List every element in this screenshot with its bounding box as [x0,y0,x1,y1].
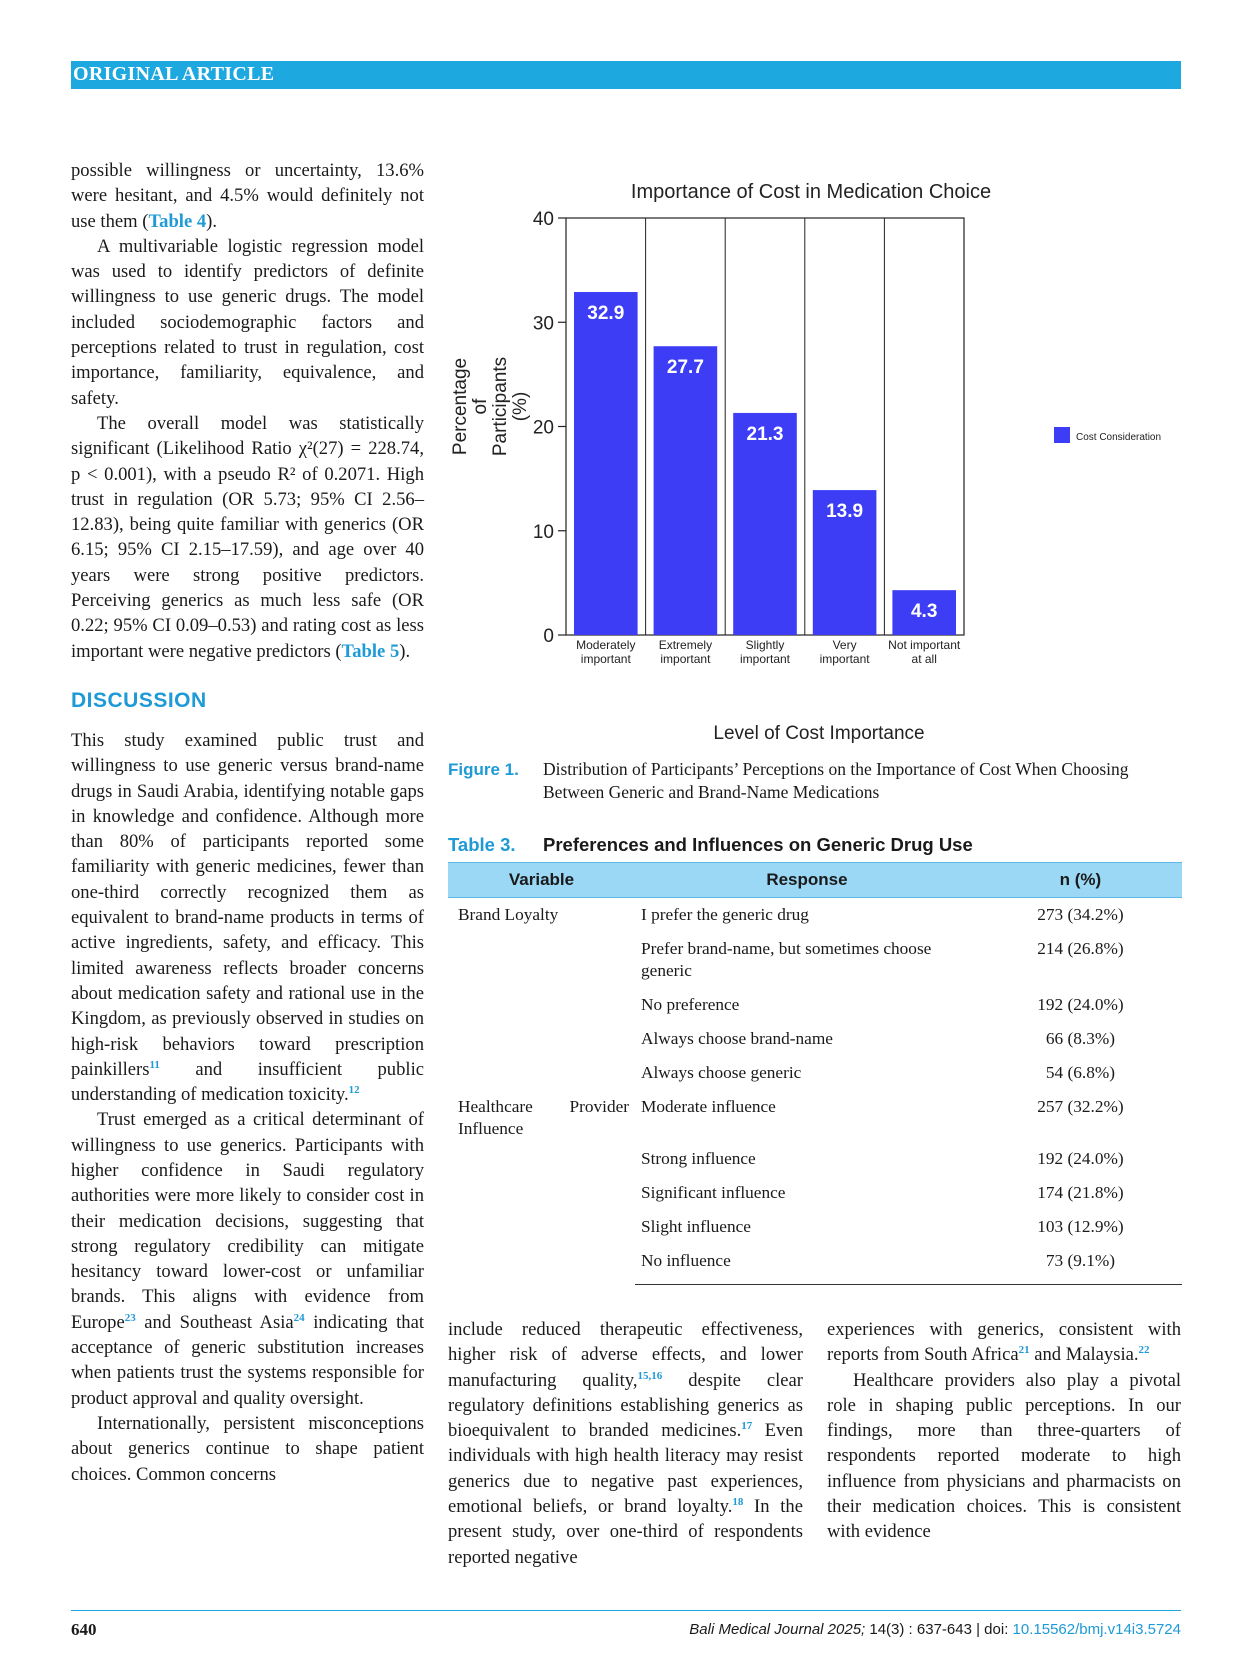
journal-name: Bali Medical Journal 2025; [689,1621,866,1638]
paragraph: include reduced therapeutic effectiveness, higher risk of adverse effects, and lower manufacturing quality,$^{15,16}$ despite clear regulatory definitions establishing generics as bioequivalent to branded medicines.$^{17}$ Even individuals with high health literacy may resist generics due to negative past experiences, emotional beliefs, or brand loyalty.$^{18}$ In the present study, over one-third of respondents reported negative [448,1319,804,1568]
y-axis-label-line: Percentage [450,357,471,456]
count-cell: 273 (34.2%) [1037,905,1124,924]
table-5-link[interactable]: Table 5 [341,640,400,662]
figure-caption [448,758,1183,804]
table-title [448,834,1183,856]
variable-cell: Healthcare Provider Influence [458,1097,630,1138]
paragraph: Internationally, persistent misconceptions about generics continue to shape patient choices. Common concerns [71,1412,424,1485]
journal-citation: 14(3) : 637-643 | doi: [865,1621,1013,1638]
count-cell: 257 (32.2%) [1037,1097,1124,1116]
y-axis-label-line: Participants [490,356,511,457]
chart-legend [1054,427,1161,443]
count-cell: 174 (21.8%) [1037,1183,1124,1202]
bar [733,413,797,635]
count-cell: 192 (24.0%) [1037,995,1124,1014]
count-cell: 66 (8.3%) [1045,1029,1115,1048]
paragraph: experiences with generics, consistent with reports from South Africa$^{21}$ and Malaysia.$^{22}$ [827,1319,1181,1366]
y-axis-label-line: of [470,398,491,415]
table-title-text: Preferences and Influences on Generic Drug Use [543,834,973,855]
doi-link[interactable]: 10.15562/bmj.v14i3.5724 [1012,1621,1181,1638]
paragraph: Healthcare providers also play a pivotal role in shaping public perceptions. In our findings, more than three-quarters of respondents reported moderate to high influence from physicians and pharmacists on their medication choices. This is consistent with evidence [827,1369,1181,1543]
x-tick-label: important [739,652,791,666]
count-cell: 103 (12.9%) [1037,1217,1124,1236]
x-tick-label: important [819,652,870,666]
x-tick-label: important [580,652,631,666]
journal-reference [689,1621,1181,1638]
table-4-link[interactable]: Table 4 [148,210,207,232]
data-label: 4.3 [910,601,938,623]
chart-title: Importance of Cost in Medication Choice [630,181,992,203]
variable-cell: Brand Loyalty [458,905,559,924]
x-tick-label: Not important [888,638,961,652]
page-number: 640 [71,1620,97,1639]
response-cell: Moderate influence [641,1097,776,1116]
response-cell: I prefer the generic drug [641,905,809,924]
bar [574,292,638,635]
right-column [827,1317,1181,1545]
citation-link[interactable]: 21 [1018,1344,1030,1357]
citation-link[interactable]: 24 [293,1311,305,1324]
paragraph: A multivariable logistic regression model was used to identify predictors of definite willingness to use generic drugs. The model included sociodemographic factors and perceptions related to trust in regulation, cost importance, familiarity, equivalence, and safety. [71,235,424,409]
y-tick-label: 20 [532,417,554,439]
table-label: Table 3. [448,834,516,855]
paragraph: Trust emerged as a critical determinant of willingness to use generics. Participants with higher confidence in Saudi regulatory authorities were more likely to consider cost in their medication decisions, suggesting that strong regulatory credibility can mitigate hesitancy toward lower-cost or unfamiliar brands. This aligns with evidence from Europe$^{23}$ and Southeast Asia$^{24}$ indicating that acceptance of generic substitution increases when patients trust the systems responsible for product approval and quality oversight. [71,1109,424,1409]
y-axis [533,209,566,647]
header-band [71,61,1181,89]
bar [654,346,718,635]
count-cell: 54 (6.8%) [1045,1063,1115,1082]
footer-rule [71,1610,1181,1611]
legend-label: Cost Consideration [1076,432,1162,443]
count-cell: 214 (26.8%) [1037,939,1124,958]
response-cell: Strong influence [641,1149,756,1168]
citation-link[interactable]: 18 [732,1495,744,1508]
citation-link[interactable]: 11 [149,1058,160,1071]
paragraph: possible willingness or uncertainty, 13.6% were hesitant, and 4.5% would definitely not use them (Table 4). [71,160,424,232]
table-row [448,898,1182,933]
data-label: 27.7 [666,357,704,379]
x-tick-label: Very [832,638,857,652]
table-row [448,1090,1182,1142]
response-cell: Significant influence [641,1183,786,1202]
data-label: 32.9 [587,303,625,325]
chart-bars [574,292,956,635]
count-cell: 192 (24.0%) [1037,1149,1124,1168]
middle-column [448,1317,803,1570]
citation-link[interactable]: 15,16 [637,1369,663,1382]
section-label: ORIGINAL ARTICLE [73,63,275,85]
count-cell: 73 (9.1%) [979,1244,1182,1285]
x-tick-label: Slightly [745,638,785,652]
citation-link[interactable]: 23 [124,1311,136,1324]
y-tick-label: 40 [532,209,554,230]
y-tick-label: 10 [532,521,554,543]
data-label: 13.9 [826,501,864,523]
response-cell: Always choose generic [641,1063,802,1082]
column-header: n (%) [979,863,1182,898]
table-header-row [448,863,1182,898]
response-cell: Always choose brand-name [641,1029,833,1048]
left-column [71,158,424,1487]
x-tick-label: important [660,652,711,666]
y-axis-label [450,357,531,456]
discussion-heading: DISCUSSION [71,688,207,712]
x-tick-label: at all [911,652,937,666]
figure-1-chart [446,165,1181,750]
paragraph: This study examined public trust and willingness to use generic versus brand-name drugs in Saudi Arabia, identifying notable gaps in knowledge and confidence. Although more than 80% of participants reported some familiarity with generic medicines, fewer than one-third correctly recognized them as equivalent to brand-name products in terms of active ingredients, safety, and efficacy. This limited awareness reflects broader concerns about medication safety and rational use in the Kingdom, as previously observed in studies on high-risk behaviors toward prescription painkillers$^{11}$ and insufficient public understanding of medication toxicity.$^{12}$ [71,729,424,1106]
paragraph: The overall model was statistically significant (Likelihood Ratio χ²(27) = 228.74, p < 0.001), with a pseudo R² of 0.2071. High trust in regulation (OR 5.73; 95% CI 2.56–12.83), being quite familiar with generics (OR 6.15; 95% CI 2.15–17.59), and age over 40 years were strong positive predictors. Perceiving generics as much less safe (OR 0.22; 95% CI 0.09–0.53) and rating cost as less important were negative predictors (Table 5). [71,412,424,662]
bar-chart [446,165,1181,750]
y-tick-label: 0 [543,626,554,647]
y-tick-label: 30 [532,313,554,335]
citation-link[interactable]: 17 [741,1420,753,1432]
x-axis-label: Level of Cost Importance [713,723,925,744]
citation-link[interactable]: 12 [348,1083,360,1096]
figure-caption-text: Distribution of Participants’ Perceptions on the Importance of Cost When Choosing Between Generic and Brand-Name Medications [543,759,1129,802]
citation-link[interactable]: 22 [1138,1344,1150,1357]
column-header: Response [635,863,979,898]
y-axis-label-line: (%) [510,391,531,422]
data-label: 21.3 [746,423,784,445]
response-cell: No preference [641,995,740,1014]
x-tick-label: Moderately [576,638,636,652]
x-tick-label: Extremely [658,638,713,652]
response-cell: Prefer brand-name, but sometimes choose generic [641,939,932,980]
table-3 [448,862,1182,1285]
response-cell: Slight influence [641,1217,751,1236]
x-axis-categories [576,638,961,666]
response-cell: No influence [635,1244,979,1285]
legend-swatch [1054,427,1070,443]
figure-label: Figure 1. [448,760,519,779]
column-header: Variable [448,863,635,898]
